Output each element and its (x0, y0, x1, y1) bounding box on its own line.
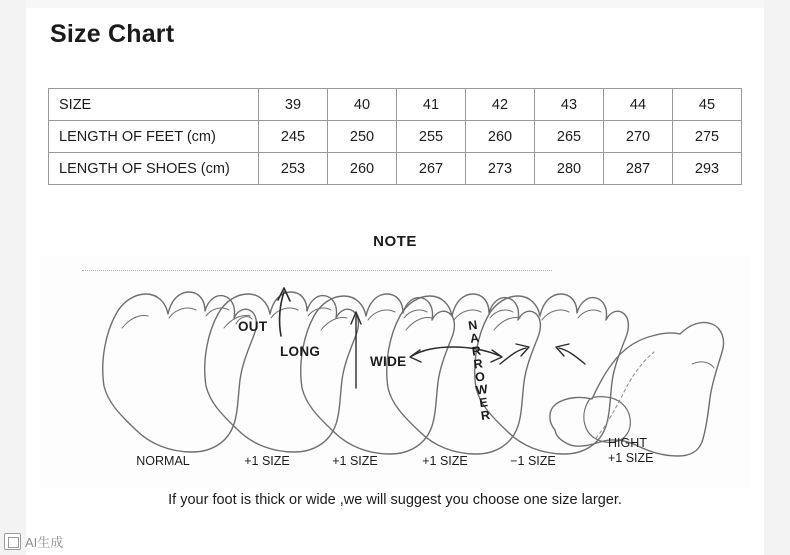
note-illustration-panel (40, 256, 750, 490)
label-long: LONG (280, 344, 321, 359)
right-edge-tint (764, 0, 790, 555)
caption-wide: +1 SIZE (422, 454, 468, 468)
top-band (0, 0, 790, 8)
cell: 253 (259, 153, 328, 185)
cell: 275 (673, 121, 742, 153)
size-table (48, 88, 742, 185)
watermark (4, 532, 63, 551)
label-out: OUT (238, 319, 268, 334)
cell: 293 (673, 153, 742, 185)
cell: 260 (466, 121, 535, 153)
cell: 255 (397, 121, 466, 153)
page-title: Size Chart (50, 20, 175, 48)
caption-normal: NORMAL (136, 454, 190, 468)
square-box-icon (4, 533, 21, 550)
cell: 250 (328, 121, 397, 153)
caption-long: +1 SIZE (332, 454, 378, 468)
left-edge-tint (0, 0, 26, 555)
row-label: LENGTH OF FEET (cm) (49, 121, 259, 153)
cell: 45 (673, 89, 742, 121)
watermark-text: AI生成 (25, 535, 64, 550)
table-row (49, 153, 742, 185)
caption-narrower: −1 SIZE (510, 454, 556, 468)
caption-out: +1 SIZE (244, 454, 290, 468)
table-row (49, 89, 742, 121)
footer-note: If your foot is thick or wide ,we will suggest you choose one size larger. (168, 492, 622, 508)
cell: 41 (397, 89, 466, 121)
cell: 44 (604, 89, 673, 121)
label-wide: WIDE (370, 354, 407, 369)
cell: 267 (397, 153, 466, 185)
caption-hight-line1: HIGHT (608, 436, 647, 450)
cell: 39 (259, 89, 328, 121)
row-label: SIZE (49, 89, 259, 121)
caption-hight-line2: +1 SIZE (608, 451, 654, 465)
label-narrower: NARROWER (464, 317, 494, 423)
cell: 43 (535, 89, 604, 121)
cell: 245 (259, 121, 328, 153)
table-row (49, 121, 742, 153)
cell: 40 (328, 89, 397, 121)
cell: 273 (466, 153, 535, 185)
cell: 270 (604, 121, 673, 153)
note-heading: NOTE (373, 233, 417, 250)
cell: 287 (604, 153, 673, 185)
row-label: LENGTH OF SHOES (cm) (49, 153, 259, 185)
cell: 260 (328, 153, 397, 185)
cell: 265 (535, 121, 604, 153)
cell: 280 (535, 153, 604, 185)
cell: 42 (466, 89, 535, 121)
caption-hight (608, 436, 654, 466)
